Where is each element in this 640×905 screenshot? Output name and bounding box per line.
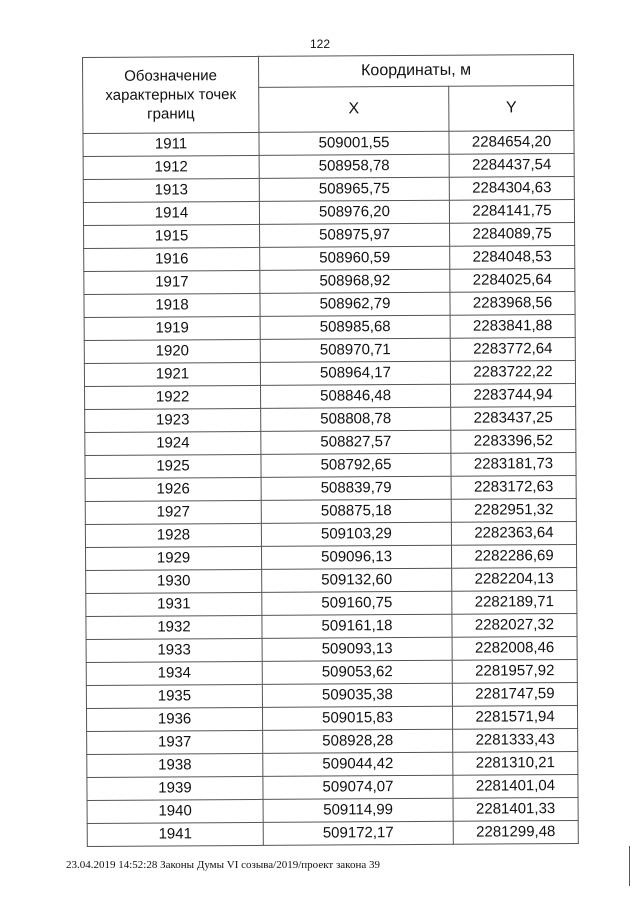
table-row [84,222,575,248]
x-cell: 509074,07 [263,775,453,799]
table-row [85,498,576,524]
table-row [84,268,575,294]
point-cell: 1935 [86,684,262,708]
table-row [85,521,576,547]
x-cell: 508985,68 [260,315,450,339]
table-row [83,130,574,156]
y-cell: 2281401,04 [453,774,578,798]
y-cell: 2282363,64 [451,521,576,545]
y-cell: 2284304,63 [449,176,574,200]
y-cell: 2282008,46 [452,636,577,660]
x-cell: 509035,38 [262,683,452,707]
x-cell: 508839,79 [261,476,451,500]
point-cell: 1911 [83,132,259,156]
y-cell: 2283841,88 [450,314,575,338]
point-cell: 1921 [84,362,260,386]
x-cell: 508964,17 [260,361,450,385]
table-row [83,153,574,179]
x-cell: 509096,13 [261,545,451,569]
x-cell: 508960,59 [260,246,450,270]
point-cell: 1938 [87,753,263,777]
point-cell: 1941 [87,822,263,846]
x-cell: 509044,42 [263,752,453,776]
point-cell: 1914 [83,201,259,225]
table-row [87,797,578,823]
x-cell: 509172,17 [263,821,453,845]
point-cell: 1923 [85,408,261,432]
x-cell: 509001,55 [259,131,449,155]
header-x: X [259,86,449,132]
y-cell: 2284048,53 [450,245,575,269]
table-row [86,705,577,731]
point-cell: 1926 [85,477,261,501]
y-cell: 2284025,64 [450,268,575,292]
y-cell: 2281957,92 [452,659,577,683]
x-cell: 508875,18 [261,499,451,523]
x-cell: 508846,48 [261,384,451,408]
table-row [86,659,577,685]
x-cell: 509132,60 [262,568,452,592]
table-row [84,337,575,363]
y-cell: 2283968,56 [450,291,575,315]
point-cell: 1922 [85,385,261,409]
x-cell: 508808,78 [261,407,451,431]
y-cell: 2284141,75 [449,199,574,223]
y-cell: 2281310,21 [453,751,578,775]
table-row [87,774,578,800]
x-cell: 509053,62 [262,660,452,684]
table-row [84,314,575,340]
table-row [87,820,578,846]
table-row [83,176,574,202]
y-cell: 2281401,33 [453,797,578,821]
y-cell: 2282204,13 [452,567,577,591]
y-cell: 2281571,94 [452,705,577,729]
edge-mark [629,846,630,886]
x-cell: 508975,97 [260,223,450,247]
table-row [86,567,577,593]
y-cell: 2283396,52 [451,429,576,453]
y-cell: 2284089,75 [450,222,575,246]
point-cell: 1937 [87,730,263,754]
page-number: 122 [309,37,331,51]
point-cell: 1929 [85,546,261,570]
point-cell: 1919 [84,316,260,340]
y-cell: 2283772,64 [450,337,575,361]
header-coordinates: Координаты, м [258,54,573,87]
y-cell: 2283181,73 [451,452,576,476]
point-cell: 1917 [84,270,260,294]
x-cell: 508962,79 [260,292,450,316]
point-cell: 1912 [83,155,259,179]
point-cell: 1920 [84,339,260,363]
x-cell: 508968,92 [260,269,450,293]
x-cell: 508976,20 [259,200,449,224]
point-cell: 1939 [87,776,263,800]
point-cell: 1915 [84,224,260,248]
x-cell: 509015,83 [262,706,452,730]
table-row [83,199,574,225]
table-row [86,613,577,639]
point-cell: 1932 [86,615,262,639]
footer-stamp: 23.04.2019 14:52:28 Законы Думы VI созыва/2019/проект закона 39 [66,859,380,871]
point-cell: 1916 [84,247,260,271]
point-cell: 1927 [85,500,261,524]
point-cell: 1936 [86,707,262,731]
y-cell: 2283744,94 [451,383,576,407]
table-row [84,360,575,386]
table-row [85,475,576,501]
point-cell: 1925 [85,454,261,478]
x-cell: 509160,75 [262,591,452,615]
table-row [85,429,576,455]
y-cell: 2284654,20 [449,130,574,154]
table-row [87,751,578,777]
point-cell: 1931 [86,592,262,616]
y-cell: 2282189,71 [452,590,577,614]
table-row [86,636,577,662]
header-y: Y [449,85,574,131]
x-cell: 509161,18 [262,614,452,638]
table-row [84,291,575,317]
point-cell: 1924 [85,431,261,455]
y-cell: 2282951,32 [451,498,576,522]
y-cell: 2283172,63 [451,475,576,499]
y-cell: 2282027,32 [452,613,577,637]
table-row [85,452,576,478]
coordinates-table [82,54,579,847]
point-cell: 1928 [85,523,261,547]
point-cell: 1934 [86,661,262,685]
table-row [85,544,576,570]
y-cell: 2283722,22 [450,360,575,384]
table-row [85,406,576,432]
y-cell: 2282286,69 [451,544,576,568]
x-cell: 509114,99 [263,798,453,822]
point-cell: 1913 [83,178,259,202]
y-cell: 2281747,59 [452,682,577,706]
x-cell: 508928,28 [263,729,453,753]
table-row [87,728,578,754]
y-cell: 2284437,54 [449,153,574,177]
table-row [86,682,577,708]
table-row [85,383,576,409]
header-point-name: Обозначение характерных точек границ [83,56,259,133]
x-cell: 508958,78 [259,154,449,178]
x-cell: 509103,29 [261,522,451,546]
table-row [84,245,575,271]
x-cell: 508965,75 [259,177,449,201]
point-cell: 1918 [84,293,260,317]
y-cell: 2281299,48 [453,820,578,844]
x-cell: 508827,57 [261,430,451,454]
point-cell: 1933 [86,638,262,662]
x-cell: 509093,13 [262,637,452,661]
point-cell: 1940 [87,799,263,823]
x-cell: 508970,71 [260,338,450,362]
x-cell: 508792,65 [261,453,451,477]
table-row [86,590,577,616]
table-header-row [83,54,574,88]
y-cell: 2281333,43 [453,728,578,752]
y-cell: 2283437,25 [451,406,576,430]
point-cell: 1930 [86,569,262,593]
table-body [83,130,578,846]
